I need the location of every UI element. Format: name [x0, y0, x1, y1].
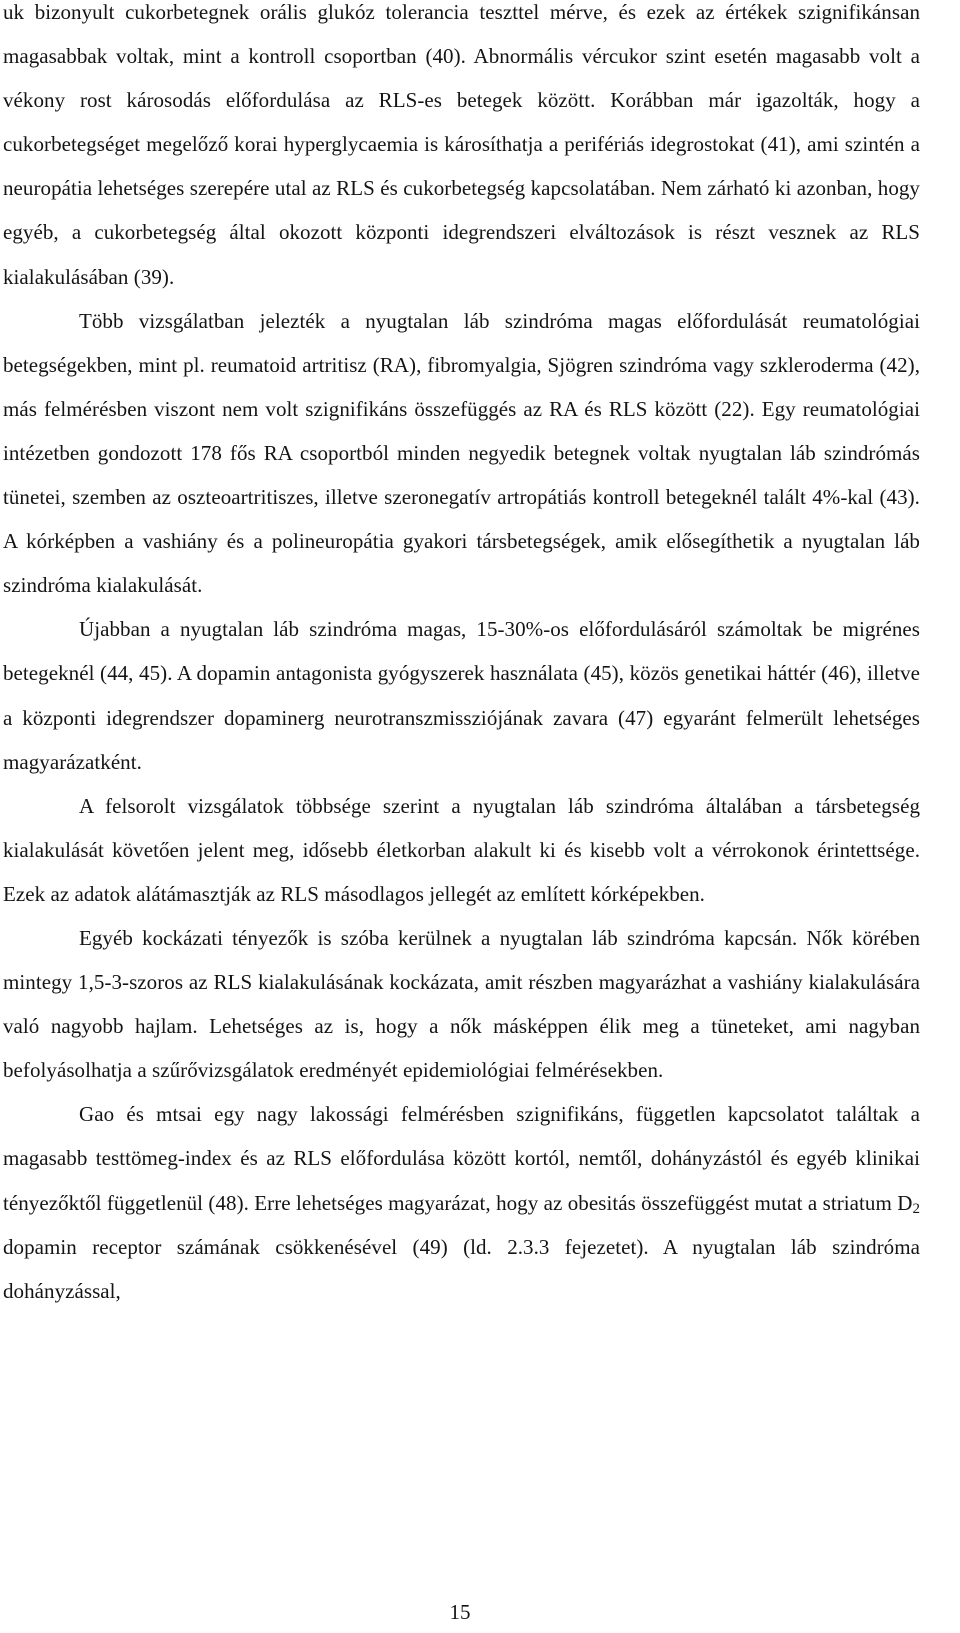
paragraph-obesity-text-before: Gao és mtsai egy nagy lakossági felmérésben szignifikáns, független kapcsolatot találtak a magasabb testtömeg-index és az RLS előfordulása között kortól, nemtől, dohányzástól és egyéb klinikai tényezőktől függetlenül (48). Erre lehetséges magyarázat, hogy az obesitás összefüggést mutat a striatum D: [3, 1102, 920, 1215]
paragraph-migraine: Újabban a nyugtalan láb szindróma magas, 15-30%-os előfordulásáról számoltak be migrénes betegeknél (44, 45). A dopamin antagonista gyógyszerek használata (45), közös genetikai háttér (46), illetve a központi idegrendszer dopaminerg neurotranszmissziójának zavara (47) egyaránt felmerült lehetséges magyarázatként.: [3, 617, 920, 774]
page-number: 15: [449, 1600, 471, 1624]
paragraph-diabetes-continuation: uk bizonyult cukorbetegnek orális glukóz tolerancia teszttel mérve, és ezek az értékek szignifikánsan magasabbak voltak, mint a kontroll csoportban (40). Abnormális vércukor szint esetén magasabb volt a vékony rost károsodás előfordulása az RLS-es betegek között. Korábban már igazolták, hogy a cukorbetegséget megelőző korai hyperglycaemia is károsíthatja a perifériás idegrostokat (41), ami szintén a neuropátia lehetséges szerepére utal az RLS és cukorbetegség kapcsolatában. Nem zárható ki azonban, hogy egyéb, a cukorbetegség által okozott központi idegrendszeri elváltozások is részt vesznek az RLS kialakulásában (39).: [3, 0, 920, 289]
paragraph-rheumatology: Több vizsgálatban jelezték a nyugtalan láb szindróma magas előfordulását reumatológiai betegségekben, mint pl. reumatoid artritisz (RA), fibromyalgia, Sjögren szindróma vagy szkleroderma (42), más felmérésben viszont nem volt szignifikáns összefüggés az RA és RLS között (22). Egy reumatológiai intézetben gondozott 178 fős RA csoportból minden negyedik betegnek voltak nyugtalan láb szindrómás tünetei, szemben az oszteoartritiszes, illetve szeronegatív artropátiás kontroll betegeknél talált 4%-kal (43). A kórképben a vashiány és a polineuropátia gyakori társbetegségek, amik elősegíthetik a nyugtalan láb szindróma kialakulását.: [3, 308, 920, 598]
paragraph-obesity: [3, 1092, 920, 1312]
paragraph-risk-factors: Egyéb kockázati tényezők is szóba kerülnek a nyugtalan láb szindróma kapcsán. Nők körében mintegy 1,5-3-szoros az RLS kialakulásának kockázata, amit részben magyarázhat a vashiány kialakulására való nagyobb hajlam. Lehetséges az is, hogy a nők másképpen élik meg a tüneteket, ami nagyban befolyásolhatja a szűrővizsgálatok eredményét epidemiológiai felmérésekben.: [3, 925, 920, 1083]
document-page: [3, 0, 920, 1313]
paragraph-obesity-text-after: dopamin receptor számának csökkenésével (49) (ld. 2.3.3 fejezetet). A nyugtalan láb szindróma dohányzással,: [3, 1234, 920, 1303]
paragraph-comorbidity-summary: A felsorolt vizsgálatok többsége szerint a nyugtalan láb szindróma általában a társbetegség kialakulását követően jelent meg, idősebb életkorban alakult ki és kisebb volt a vérrokonok érintettsége. Ezek az adatok alátámasztják az RLS másodlagos jellegét az említett kórképekben.: [3, 793, 920, 906]
receptor-subscript: 2: [912, 1200, 920, 1217]
